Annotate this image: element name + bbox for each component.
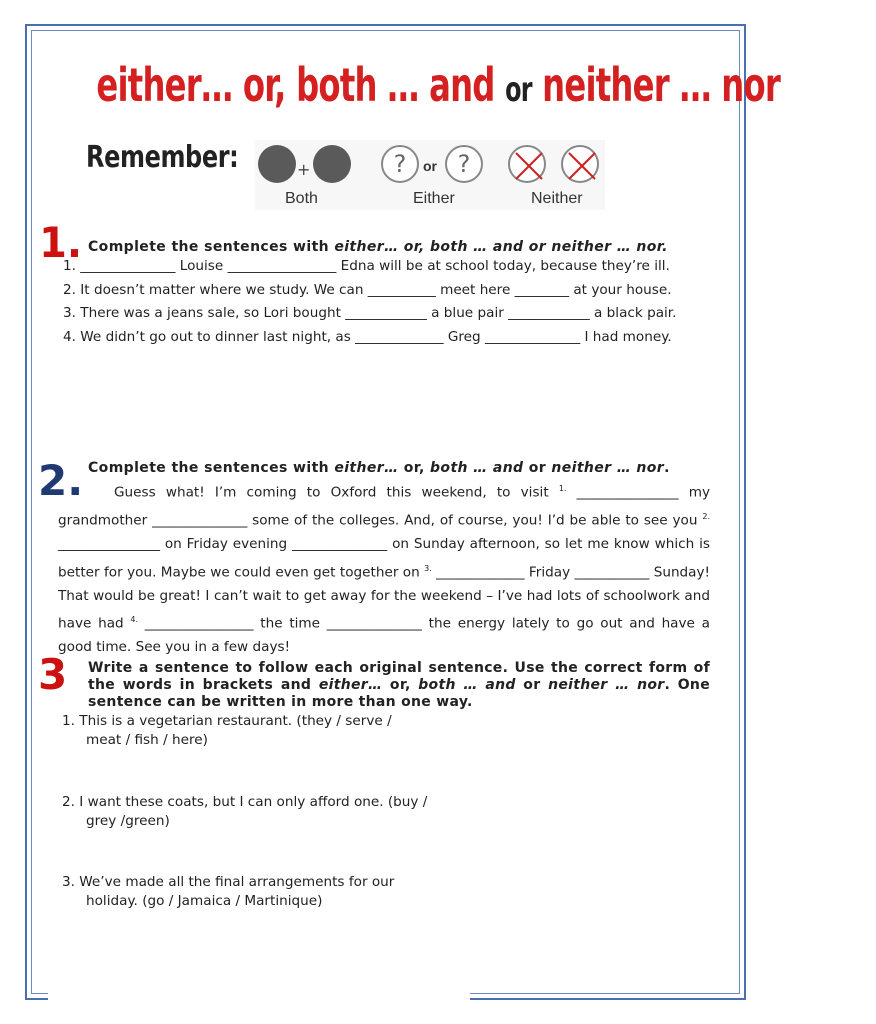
item-2-line-1: 2. I want these coats, but I can only afford one. (buy / — [62, 794, 428, 810]
blank-2-marker: 2. — [702, 512, 710, 522]
item-1-line-2: meat / fish / here) — [86, 732, 208, 748]
question-circle-right-icon: ? — [445, 145, 483, 183]
passage-part-b: _______________ my grandmother ______________ some of the colleges. And, of course, you! I’d be able to see you — [58, 484, 711, 529]
remember-legend — [255, 140, 605, 210]
instr2-neither: neither … nor — [551, 460, 665, 476]
instr2-or2: or — [523, 460, 552, 476]
both-circle-left-icon — [258, 145, 296, 183]
section-1-instruction-emphasis: either… or, both … and or neither … nor. — [334, 239, 668, 255]
legend-neither: Neither — [531, 190, 583, 207]
item-3-line-1: 3. We’ve made all the final arrangements for our — [62, 874, 395, 890]
instr3-neither: neither … nor — [548, 677, 665, 693]
instr3-or2: or — [515, 677, 549, 693]
passage-part-a: Guess what! I’m coming to Oxford this weekend, to visit — [114, 484, 559, 501]
cross-circle-left-icon — [508, 145, 546, 183]
section-2-instruction — [88, 460, 670, 476]
title-either-or: either… or, — [96, 58, 286, 112]
instr2-or: or, — [398, 460, 430, 476]
section-2-number: 2. — [38, 456, 84, 505]
section-3-number: 3 — [38, 650, 68, 699]
section-1-item-2: 2. It doesn’t matter where we study. We can __________ meet here ________ at your house. — [63, 281, 672, 298]
instr2-either: either… — [334, 460, 399, 476]
section-1-number: 1. — [39, 218, 83, 267]
legend-either: Either — [413, 190, 455, 207]
section-3-item-2 — [62, 793, 460, 831]
section-1-item-4: 4. We didn’t go out to dinner last night, as _____________ Greg ______________ I had money. — [63, 328, 672, 345]
passage-part-e: ________________ the time ______________ the energy lately to go out and have a good time. See you in a few days! — [58, 615, 710, 656]
border-gap — [48, 992, 470, 1004]
title-both-and: both … and — [285, 58, 495, 112]
worksheet-title — [0, 58, 781, 112]
section-3-item-3 — [62, 873, 460, 911]
section-2-passage — [58, 477, 710, 660]
question-circle-left-icon: ? — [381, 145, 419, 183]
section-3-item-1 — [62, 712, 460, 750]
instr3-or: or, — [382, 677, 419, 693]
instr3-text-b: . One sentence can be written in more than one way. — [88, 677, 710, 710]
passage-part-d: _____________ Friday ___________ Sunday! That would be great! I can’t wait to get away for the weekend – I’ve had lots of schoolwork and have had — [58, 564, 711, 632]
section-1-instruction — [88, 239, 668, 255]
blank-1-marker: 1. — [558, 484, 567, 493]
instr2-text: Complete the sentences with — [88, 460, 335, 476]
blank-4-marker: 4. — [130, 615, 139, 625]
cross-circle-right-icon — [561, 145, 599, 183]
section-2-paragraph — [58, 477, 710, 660]
section-1-item-1: 1. ______________ Louise ________________ Edna will be at school today, because they’re ill. — [63, 258, 670, 274]
section-1-item-3: 3. There was a jeans sale, so Lori bought ____________ a blue pair ____________ a black pair. — [63, 305, 677, 321]
both-circle-right-icon — [313, 145, 351, 183]
section-3-instruction — [88, 660, 710, 710]
passage-part-c: _______________ on Friday evening ______________ on Sunday afternoon, so let me know which is better for you. Maybe we could even get together on — [58, 536, 710, 581]
remember-label: Remember: — [86, 140, 239, 175]
section-1-instruction-text: Complete the sentences with — [88, 239, 335, 255]
title-or: or — [505, 70, 532, 110]
section-1-exercises — [58, 255, 710, 349]
item-3-line-2: holiday. (go / Jamaica / Martinique) — [86, 893, 323, 909]
instr3-either: either… — [318, 677, 383, 693]
instr2-both: both … and — [430, 460, 524, 476]
legend-both: Both — [285, 190, 318, 207]
plus-icon: + — [297, 160, 311, 179]
title-neither-nor: neither … nor — [542, 58, 781, 112]
instr3-both: both … and — [418, 677, 516, 693]
instr2-end: . — [664, 460, 670, 476]
instr3-text-a: Write a sentence to follow each original sentence. Use the correct form of the words in brackets and — [88, 660, 710, 693]
legend-or: or — [423, 158, 437, 174]
item-2-line-2: grey /green) — [86, 813, 170, 829]
blank-3-marker: 3. — [424, 563, 432, 573]
item-1-line-1: 1. This is a vegetarian restaurant. (they / serve / — [62, 713, 392, 729]
title-main — [96, 58, 780, 112]
